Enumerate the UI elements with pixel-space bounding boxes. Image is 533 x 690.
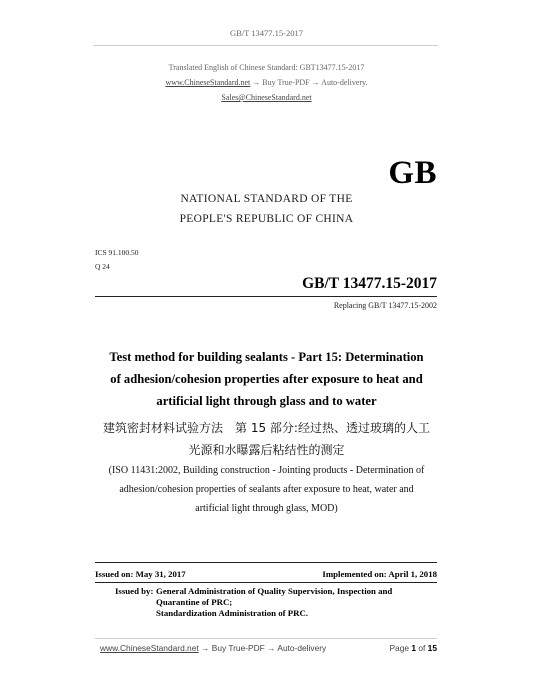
iso-reference-line3: artificial light through glass, MOD)	[195, 503, 338, 514]
footer-promo	[100, 643, 326, 653]
page-total: 15	[427, 643, 437, 653]
footer-divider	[95, 638, 437, 639]
running-header: GB/T 13477.15-2017	[229, 28, 304, 38]
issued-on-date: Issued on: May 31, 2017	[95, 569, 186, 579]
national-standard-line2: PEOPLE'S REPUBLIC OF CHINA	[179, 213, 354, 225]
promo-email-link[interactable]: Sales@ChineseStandard.net	[221, 93, 312, 102]
ccs-code: Q 24	[95, 262, 110, 271]
issued-by-line2: Quarantine of PRC;	[156, 597, 233, 607]
promo-buy-line	[0, 78, 533, 87]
issue-info-top-rule	[95, 562, 437, 563]
iso-reference	[85, 461, 448, 518]
english-title-line2: of adhesion/cohesion properties after exposure to heat and	[110, 372, 423, 386]
replacing-note: Replacing GB/T 13477.15-2002	[333, 301, 437, 310]
header-divider	[93, 45, 438, 46]
standard-number-divider	[95, 296, 437, 297]
ics-code: ICS 91.100.50	[95, 248, 139, 257]
national-standard-line1: NATIONAL STANDARD OF THE	[180, 193, 353, 205]
issued-by-line3: Standardization Administration of PRC.	[156, 608, 309, 618]
page-indicator	[389, 643, 437, 653]
promo-email-line	[0, 93, 533, 102]
promo-buy-text: → Buy True-PDF → Auto-delivery.	[252, 78, 368, 87]
chinese-title-line1: 建筑密封材料试验方法 第 15 部分:经过热、透过玻璃的人工	[103, 421, 430, 435]
standard-number: GB/T 13477.15-2017	[302, 275, 437, 292]
chinese-title	[70, 417, 463, 461]
page-of: of	[418, 643, 426, 653]
english-title-line1: Test method for building sealants - Part 15: Determination	[109, 350, 424, 364]
page-current: 1	[411, 643, 417, 653]
issue-info-bottom-rule	[95, 582, 437, 583]
english-title-line3: artificial light through glass and to water	[156, 394, 377, 408]
issued-by-authorities	[156, 586, 392, 619]
chinese-title-line2: 光源和水曝露后粘结性的测定	[188, 443, 345, 457]
issued-by-line1: General Administration of Quality Supervision, Inspection and	[156, 586, 393, 596]
promo-translated-line: Translated English of Chinese Standard: GBT13477.15-2017	[168, 63, 365, 72]
iso-reference-line1: (ISO 11431:2002, Building construction - Jointing products - Determination of	[108, 465, 425, 476]
promo-site-link[interactable]: www.ChineseStandard.net	[165, 78, 251, 87]
issued-by-label: Issued by:	[115, 586, 154, 596]
footer-site-link[interactable]: www.ChineseStandard.net	[100, 643, 199, 653]
gb-logo: GB	[388, 155, 437, 191]
page-label: Page	[389, 643, 410, 653]
implemented-on-date: Implemented on: April 1, 2018	[322, 569, 437, 579]
english-title	[90, 346, 443, 412]
iso-reference-line2: adhesion/cohesion properties of sealants after exposure to heat, water and	[119, 484, 414, 495]
footer-buy-text: → Buy True-PDF → Auto-delivery	[201, 643, 327, 653]
